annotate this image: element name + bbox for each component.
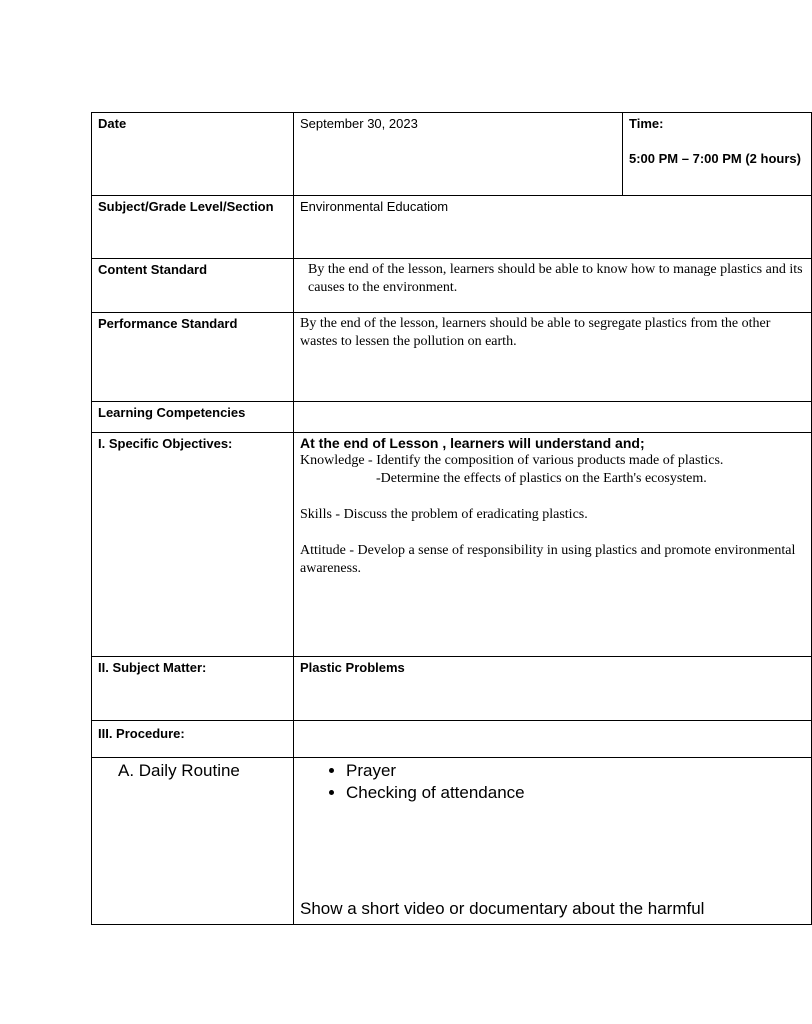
subject-matter-label: II. Subject Matter: xyxy=(92,657,294,721)
daily-routine-footer: Show a short video or documentary about the harmful xyxy=(300,899,705,918)
objectives-cell xyxy=(294,433,812,657)
date-value: September 30, 2023 xyxy=(294,113,623,196)
objective-knowledge-1: Knowledge - Identify the composition of various products made of plastics. xyxy=(300,453,724,468)
row-date xyxy=(92,113,812,196)
objective-knowledge-2: -Determine the effects of plastics on the Earth's ecosystem. xyxy=(376,471,707,486)
daily-routine-list xyxy=(300,760,805,804)
list-item: • Checking of attendance xyxy=(346,782,805,804)
time-label: Time: xyxy=(629,116,664,131)
row-objectives xyxy=(92,433,812,657)
time-cell xyxy=(623,113,812,196)
lesson-plan-sheet xyxy=(91,112,803,925)
learning-competencies-label: Learning Competencies xyxy=(92,402,294,433)
daily-routine-label: A. Daily Routine xyxy=(92,758,294,925)
row-subject xyxy=(92,196,812,259)
objectives-heading: At the end of Lesson , learners will understand and; xyxy=(300,435,645,451)
date-label: Date xyxy=(92,113,294,196)
row-learning-competencies xyxy=(92,402,812,433)
daily-routine-cell xyxy=(294,758,812,925)
list-item: • Prayer xyxy=(346,760,805,782)
subject-value: Environmental Educatiom xyxy=(294,196,812,259)
content-standard-value: By the end of the lesson, learners should be able to know how to manage plastics and its causes to the environment. xyxy=(294,259,812,313)
row-performance-standard xyxy=(92,313,812,402)
procedure-label: III. Procedure: xyxy=(92,721,294,758)
content-standard-label: Content Standard xyxy=(92,259,294,313)
learning-competencies-value xyxy=(294,402,812,433)
row-daily-routine xyxy=(92,758,812,925)
lesson-plan-table xyxy=(91,112,812,925)
procedure-value xyxy=(294,721,812,758)
subject-label: Subject/Grade Level/Section xyxy=(92,196,294,259)
performance-standard-label: Performance Standard xyxy=(92,313,294,402)
objectives-label: I. Specific Objectives: xyxy=(92,433,294,657)
subject-matter-value: Plastic Problems xyxy=(294,657,812,721)
time-value: 5:00 PM – 7:00 PM (2 hours) xyxy=(629,151,801,166)
row-subject-matter xyxy=(92,657,812,721)
row-procedure xyxy=(92,721,812,758)
objective-skills: Skills - Discuss the problem of eradicating plastics. xyxy=(300,507,588,522)
objective-attitude: Attitude - Develop a sense of responsibility in using plastics and promote environmental awareness. xyxy=(300,543,796,576)
row-content-standard xyxy=(92,259,812,313)
performance-standard-value: By the end of the lesson, learners should be able to segregate plastics from the other wastes to lessen the pollution on earth. xyxy=(294,313,812,402)
